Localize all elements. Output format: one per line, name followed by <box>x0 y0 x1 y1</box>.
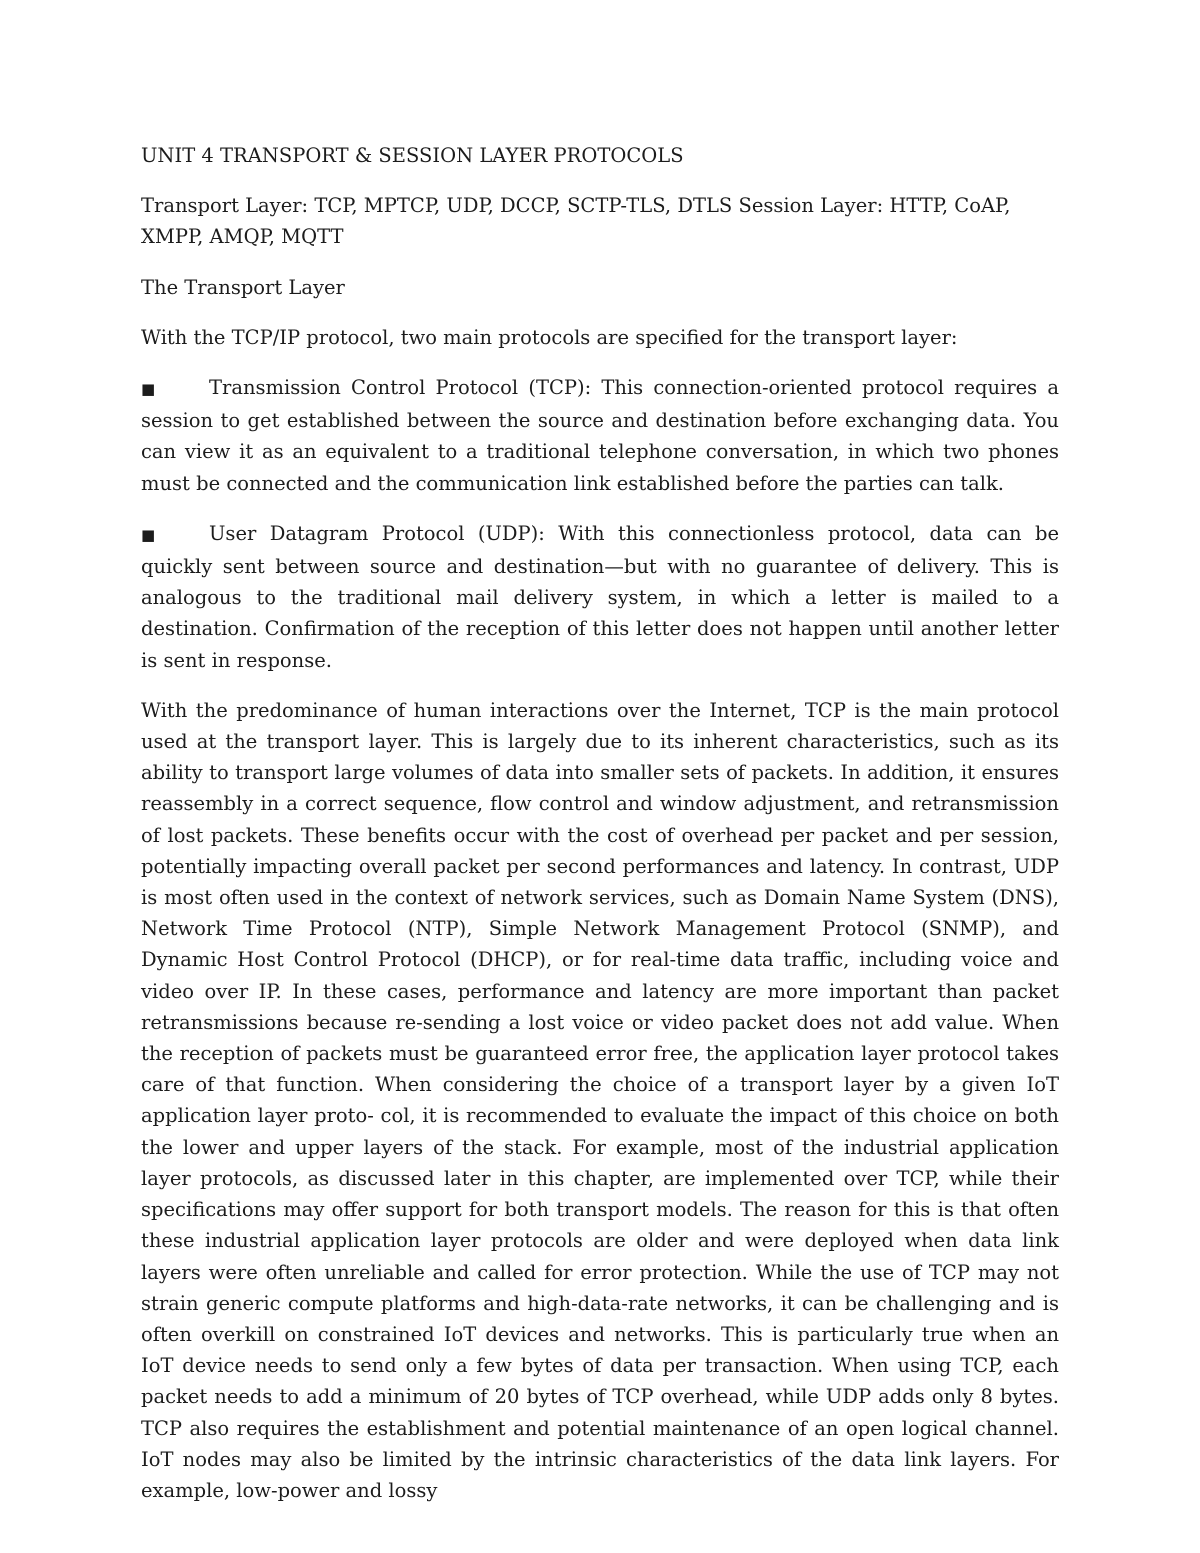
bullet-text: User Datagram Protocol (UDP): With this connectionless protocol, data can be quickly sent between source and destination—but with no guarantee of delivery. This is analogous to the traditional mail delivery system, in which a letter is mailed to a destination. Confirmation of the reception of this letter does not happen until another letter is sent in response. <box>141 521 1059 672</box>
document-body <box>141 140 1059 1525</box>
page-title: UNIT 4 TRANSPORT & SESSION LAYER PROTOCOLS <box>141 144 684 167</box>
section-heading: The Transport Layer <box>141 275 345 299</box>
square-bullet-icon: ■ <box>141 525 156 544</box>
body-paragraph: With the predominance of human interactions over the Internet, TCP is the main protocol used at the transport layer. This is largely due to its inherent characteristics, such as its ability to transport large volumes of data into smaller sets of packets. In addition, it ensures reassembly in a correct sequence, flow control and window adjustment, and retransmission of lost packets. These benefits occur with the cost of overhead per packet and per session, potentially impacting overall packet per second performances and latency. In contrast, UDP is most often used in the context of network services, such as Domain Name System (DNS), Network Time Protocol (NTP), Simple Network Management Protocol (SNMP), and Dynamic Host Control Protocol (DHCP), or for real-time data traffic, including voice and video over IP. In these cases, performance and latency are more important than packet retransmissions because re-sending a lost voice or video packet does not add value. When the reception of packets must be guaranteed error free, the application layer protocol takes care of that function. When considering the choice of a transport layer by a given IoT application layer proto- col, it is recommended to evaluate the impact of this choice on both the lower and upper layers of the stack. For example, most of the industrial application layer protocols, as discussed later in this chapter, are implemented over TCP, while their specifications may offer support for both transport models. The reason for this is that often these industrial application layer protocols are older and were deployed when data link layers were often unreliable and called for error protection. While the use of TCP may not strain generic compute platforms and high-data-rate networks, it can be challenging and is often overkill on constrained IoT devices and networks. This is particularly true when an IoT device needs to send only a few bytes of data per transaction. When using TCP, each packet needs to add a minimum of 20 bytes of TCP overhead, while UDP adds only 8 bytes. TCP also requires the establishment and potential maintenance of an open logical channel. IoT nodes may also be limited by the intrinsic characteristics of the data link layers. For example, low-power and lossy <box>141 698 1059 1502</box>
bullet-item-udp <box>141 518 1059 676</box>
bullet-item-tcp <box>141 372 1059 499</box>
bullet-text: Transmission Control Protocol (TCP): This connection-oriented protocol requires a session to get established between the source and destination before exchanging data. You can view it as an equivalent to a traditional telephone conversation, in which two phones must be connected and the communication link established before the parties can talk. <box>141 376 1059 495</box>
intro-paragraph: With the TCP/IP protocol, two main protocols are specified for the transport layer: <box>141 325 958 349</box>
subtitle: Transport Layer: TCP, MPTCP, UDP, DCCP, SCTP-TLS, DTLS Session Layer: HTTP, CoAP, XMPP, AMQP, MQTT <box>141 194 1011 249</box>
square-bullet-icon: ■ <box>141 380 156 399</box>
